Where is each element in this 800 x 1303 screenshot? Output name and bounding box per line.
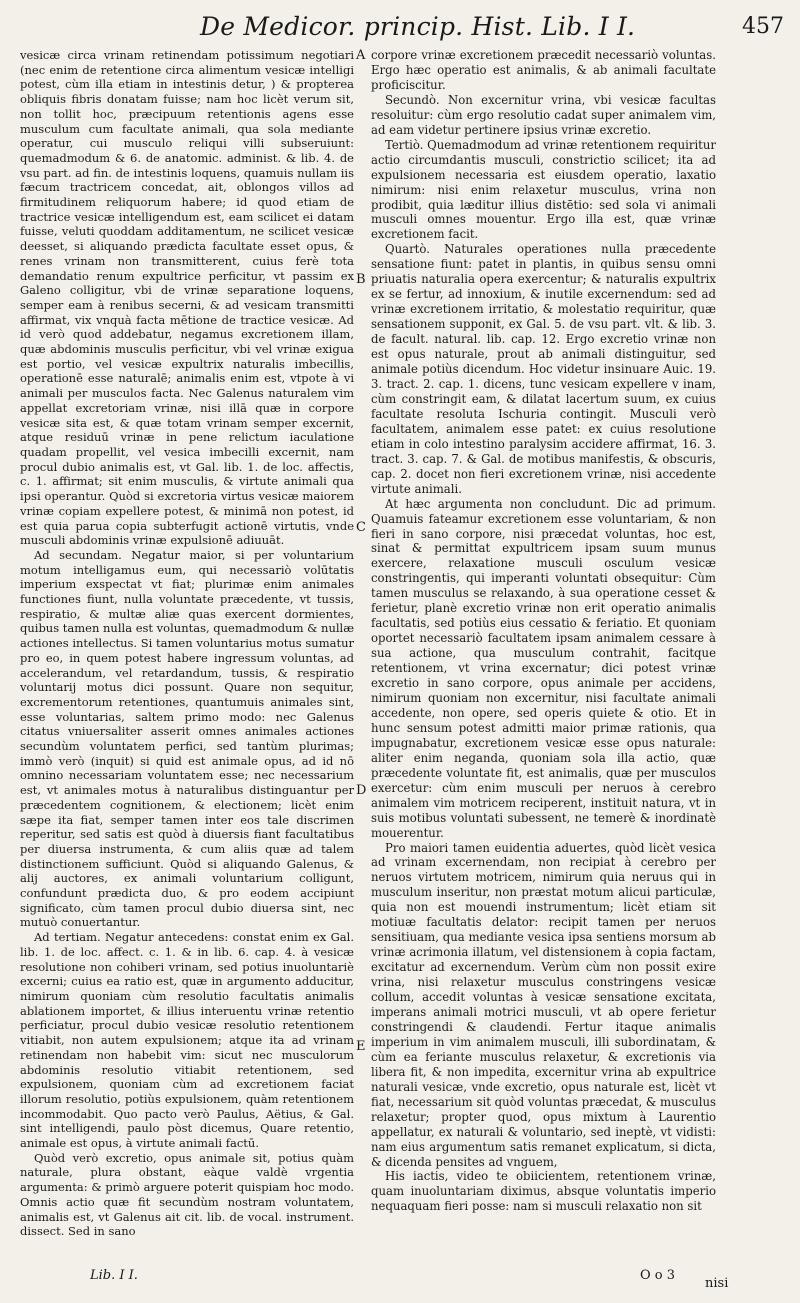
paragraph: Ad secundam. Negatur maior, si per voluntarium motum intelligamus eum, qui necessariò volūtatis imperium exspectat vt fiat; plurimæ enim animales functiones fiunt, nulla voluntate præcedente, vt tussis, respiratio, & multæ aliæ quas exercent dormientes, quibus tamen nulla est voluntas, quemadmodum & nullæ actiones intellectus. Si tamen voluntarius motus sumatur pro eo, in quem potest habere ingressum voluntas, ad accelerandum, vel retardandum, tussis, & respiratio voluntarij motus dici possunt. Quare non sequitur, excrementorum retentiones, quantumuis animales sint, esse voluntarias, saltem primo modo: nec Galenus citatus vniuersaliter asserit omnes animales actiones secundùm voluntatem perfici, sed tantùm plurimas; immò verò (inquit) si quid est animale opus, ad id nō omnino necessariam voluntatem esse; nec necessarium est, vt animales motus à naturalibus distinguantur per præcedentem cognitionem, & electionem; licèt enim sæpe ita fiat, semper tamen inter eos tale discrimen reperitur, sed satis est quòd à diuersis fiant facultatibus per diuersa instrumenta, & cum aliis quæ ad talem distinctionem sufficiunt. Quòd si aliquando Galenus, & alij auctores, ex animali voluntarium colligunt, confundunt prædicta duo, & pro eodem accipiunt significato, cùm tamen procul dubio diuersa sint, nec mutuò conuertantur.	[20, 547, 355, 930]
paragraph: His iactis, video te obiicientem, retentionem vrinæ, quam inuoluntariam diximus, absque voluntatis imperio nequaquam fieri posse: nam si musculi relaxatio non sit	[371, 1169, 716, 1214]
page-header	[0, 8, 800, 44]
margin-marker: C	[356, 520, 366, 535]
margin-marker: A	[356, 48, 366, 63]
footer-book-label: Lib. I I.	[90, 1268, 138, 1283]
paragraph: vesicæ circa vrinam retinendam potissimum negotiari (nec enim de retentione circa alimentum vesicæ intelligi potest, cùm illa etiam in intestinis detur, ) & propterea obliquis fibris donatam fuisse; nam hoc licèt verum sit, non tollit hoc, præcipuum retentionis agens esse musculum cum facultate animali, qua sola mediante operatur, cui musculo reliqui villi subseruiunt: quemadmodum & 6. de anatomic. administ. & lib. 4. de vsu part. ad fin. de intestinis loquens, quamuis nullam iis fæcum tractricem concedat, ait, oblongos villos ad firmitudinem reliquorum habere; id quod etiam de tractrice vesicæ intelligendum est, eam scilicet ei datam fuisse, veluti quoddam additamentum, ne scilicet vesicæ deesset, si aliquando prædicta facultate esset opus, & renes vrinam non transmitterent, cuius ferè tota demandatio renum expultrice perficitur, vt passim ex Galeno colligitur, vbi de vrinæ separatione loquens, semper eam à renibus secerni, & ad vesicam transmitti affirmat, vix vnquà facta mētione de tractice vesicæ. Ad id verò quod addebatur, negamus excretionem illam, quæ abdominis musculis perficitur, vbi vel vrinæ exigua est portio, vel vesicæ expultrix naturalis imbecillis, operationē esse naturalē; animalis enim est, vtpote à vi animali per musculos facta. Nec Galenus naturalem vim appellat excretoriam vrinæ, nisi illā quæ in corpore vesicæ sita est, & quæ totam vrinam semper excernit, atque residuū vrinæ in pene relictum iaculatione quadam propellit, vel vesica imbecilli excernit, nam procul dubio animalis est, vt Gal. lib. 1. de loc. affectis, c. 1. affirmat; sit enim musculis, & virtute animali qua ipsi operantur. Quòd si excretoria virtus vesicæ maiorem vrinæ copiam expellere potest, & minimā non potest, id est quia parua copia subterfugit actionē virtutis, vnde musculi abdominis vrinæ expulsionē adiuuāt.	[20, 48, 354, 548]
paragraph: Tertiò. Quemadmodum ad vrinæ retentionem requiritur actio circumdantis musculi, constrictio scilicet; ita ad expulsionem necessaria est eiusdem operatio, laxatio nimirum: nisi enim relaxetur musculus, vrina non prodibit, quia læditur illius distētio: sed sola vi animali musculi omnes mouentur. Ergo illa est, quæ vrinæ excretionem facit.	[371, 137, 716, 242]
margin-marker: B	[356, 272, 366, 287]
margin-marker: E	[356, 1039, 366, 1054]
catchword: nisi	[705, 1276, 729, 1291]
right-column	[371, 48, 716, 1214]
paragraph: Secundò. Non excernitur vrina, vbi vesicæ facultas resoluitur: cùm ergo resolutio cadat super animalem vim, ad eam videtur pertinere ipsius vrinæ excretio.	[371, 92, 716, 137]
running-title: De Medicor. princip. Hist. Lib. I I.	[200, 12, 636, 41]
paragraph: corpore vrinæ excretionem præcedit necessariò voluntas. Ergo hæc operatio est animalis, & ab animali facultate proficiscitur.	[371, 48, 716, 92]
margin-markers	[356, 0, 370, 1303]
left-column	[20, 48, 354, 1239]
page-number: 457	[742, 14, 784, 39]
signature-mark: O o 3	[640, 1268, 676, 1283]
paragraph: Pro maiori tamen euidentia aduertes, quòd licèt vesica ad vrinam excernendam, non recipiat à cerebro per neruos virtutem motricem, nimirum quia neruus qui in musculum inseritur, non præstat motum alicui particulæ, quia non est mouendi instrumentum; licèt etiam sit motiuæ facultatis delator: recipit tamen per neruos sensitiuam, qua mediante vesica ipsa sentiens morsum ab vrinæ acrimonia illatum, vel distensionem à copia factam, excitatur ad excernendum. Verùm cùm non possit exire vrina, nisi relaxetur musculus constringens vesicæ collum, accedit voluntas à vesicæ sensatione excitata, imperans animali motrici musculi, vt ab opere ferietur constringendi & claudendi. Fertur itaque animalis imperium in vim animalem musculi, illi subordinatam, & cùm ea feriante musculus relaxetur, & excretionis via libera fit, & non impedita, excernitur vrina ab expultrice naturali vesicæ, vnde excretio, opus naturale est, licèt vt fiat, necessarium sit quòd voluntas præcedat, & musculus relaxetur; propter quod, opus mixtum à Laurentio appellatur, ex naturali & voluntario, sed ineptè, vt vidisti: nam eius argumentum satis remanet explicatum, si dicta, & dicenda pensites ad vnguem,	[371, 840, 716, 1169]
paragraph: Ad tertiam. Negatur antecedens: constat enim ex Gal. lib. 1. de loc. affect. c. 1. & in lib. 6. cap. 4. à vesicæ resolutione non cohiberi vrinam, sed potius inuoluntariè excerni; cuius ea ratio est, quæ in argumento adducitur, nimirum quoniam cùm resolutio facultatis animalis ablationem importet, & illius interuentu vrinæ retentio perficiatur, procul dubio vesicæ resolutio retentionem vitiabit, non autem expulsionem; atque ita ad vrinam retinendam non habebit vim: sicut nec musculorum abdominis resolutio vitiabit retentionem, sed expulsionem, quoniam cùm ad excretionem faciat illorum resolutio, potiùs expulsionem, quàm retentionem incommodabit. Quo pacto verò Paulus, Aëtius, & Gal. sint intelligendi, paulo pòst dicemus, Quare retentio, animale est opus, à virtute animali factū.	[20, 930, 354, 1151]
paragraph: Quartò. Naturales operationes nulla præcedente sensatione fiunt: patet in plantis, in quibus sensu omni priuatis naturalia opera exercentur; & naturalis expultrix ex se fertur, ad innoxium, & inutile excernendum: sed ad vrinæ excretionem irritatio, & molestatio requiritur, quæ sensationem supponit, ex Gal. 5. de vsu part. vlt. & lib. 3. de facult. natural. lib. cap. 12. Ergo excretio vrinæ non est opus naturale, prout ab animali distinguitur, sed animale potiùs dicendum. Hoc videtur insinuare Auic. 19. 3. tract. 2. cap. 1. dicens, tunc vesicam expellere v inam, cùm constringit eam, & dilatat lacertum suum, ex cuius facultate resoluta Ischuria contingit. Musculi verò facultatem, animalem esse patet: ex cuius resolutione etiam in colo intestino paralysim accidere affirmat, 16. 3. tract. 3. cap. 7. & Gal. de motibus manifestis, & obscuris, cap. 2. docet non fieri excretionem vrinæ, nisi accedente virtute animali.	[371, 242, 716, 496]
margin-marker: D	[356, 783, 367, 798]
paragraph: Quòd verò excretio, opus animale sit, potius quàm naturale, plura obstant, eàque valdè vrgentia argumenta: & primò arguere poterit quispiam hoc modo. Omnis actio quæ fit secundùm nostram voluntatem, animalis est, vt Galenus ait cit. lib. de vocal. instrument. dissect. Sed in sano	[20, 1150, 354, 1239]
page-footer	[0, 1268, 800, 1298]
paragraph: At hæc argumenta non concludunt. Dic ad primum. Quamuis fateamur excretionem esse voluntariam, & non fieri in sano corpore, nisi præcedat voluntas, hoc est, sinat & permittat expultricem ipsam suum munus exercere, relaxatione musculi osculum vesicæ constringentis, qui imperanti voluntati obsequitur: Cùm tamen musculus se relaxando, à sua operatione cesset & ferietur, planè excretio vrinæ non erit operatio animalis facultatis, sed potiùs eius cessatio & feriatio. Et quoniam oportet necessariò facultatem ipsam animalem cessare à sua actione, qua musculum contrahit, facitque retentionem, vt vrina excernatur; dici potest vrinæ excretio in sano corpore, opus animale per accidens, nimirum quoniam non excernitur, nisi facultate animali accedente, non opere, sed operis quiete & otio. Et in hunc sensum potest admitti maior primæ rationis, qua impugnabatur, excretionem vesicæ esse opus naturale: aliter enim neganda, quoniam sola illa actio, quæ præcedente voluntate fit, est animalis, quæ per musculos exercetur: cùm enim musculi per neruos à cerebro animalem vim motricem reciperent, instituit natura, vt in suis motibus voluntati subessent, ne temerè & inordinatè mouerentur.	[371, 496, 716, 840]
